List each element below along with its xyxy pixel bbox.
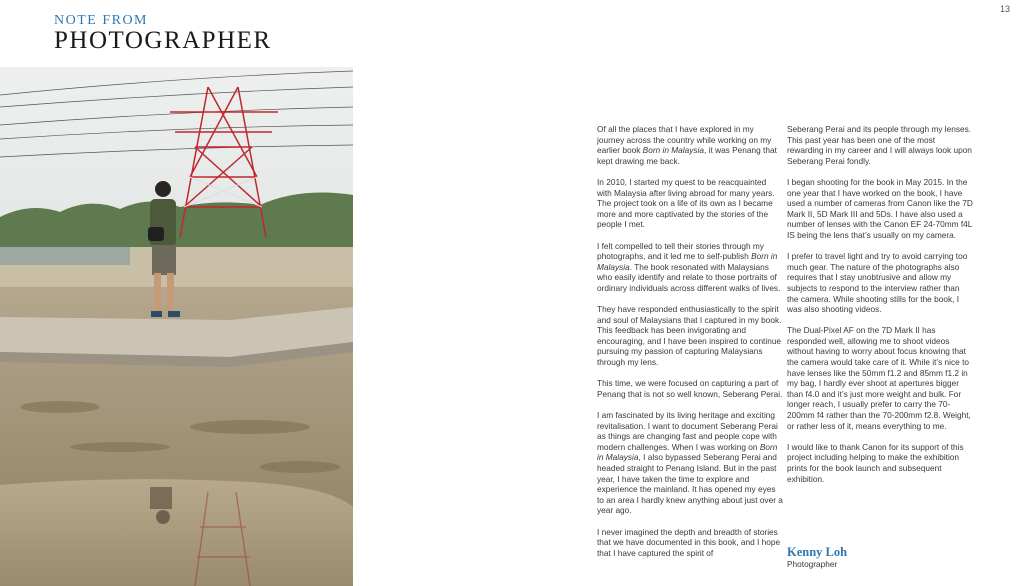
paragraph: This time, we were focused on capturing a part of Penang that is not so well known, Seberang Perai. [597,378,783,399]
text-column-right [787,124,973,495]
paragraph: I began shooting for the book in May 2015. In the one year that I have worked on the book, I have used a number of cameras from Canon like the 7D Mark II, 5D Mark III and 5Ds. I have also used a number of lenses with the Canon EF 24-70mm f4L IS being the lens that’s usually on my camera. [787,176,973,240]
section-kicker: NOTE FROM [54,13,149,28]
paragraph: I prefer to travel light and try to avoid carrying too much gear. The nature of the photographs also requires that I stay unobtrusive and allow my subjects to respond to the interview rather than the camera. While shooting stills for the book, I was also shooting videos. [787,251,968,315]
paragraph: In 2010, I started my quest to be reacquainted with Malaysia after living abroad for many years. The project took on a life of its own as I became more and more captivated by the stories of the people I met. [597,176,775,230]
paragraph: I would like to thank Canon for its support of this project including helping to make the exhibition prints for the book launch and subsequent exhibition. [787,441,964,484]
paragraph: I am fascinated by its living heritage and exciting revitalisation. I want to document Seberang Perai as things are changing fast and people cope with modern challenges. When I was working on Born in Malaysia, I also bypassed Seberang Perai and headed straight to Penang Island. But in the past year, I have taken the time to explore and experience the mainland. It has opened my eyes to an area I hardly knew anything about just over a year ago. [597,410,783,516]
paragraph: I never imagined the depth and breadth of stories that we have documented in this book, and I hope that I have captured the spirit of [597,526,781,558]
paragraph: Of all the places that I have explored in my journey across the country while working on my earlier book Born in Malaysia, it was Penang that kept drawing me back. [597,124,777,166]
photographer-photo [0,67,353,586]
author-name: Kenny Loh [787,545,848,559]
page-number: 13 [999,4,1010,14]
paragraph: They have responded enthusiastically to the spirit and soul of Malaysians that I captured in my book. This feedback has been invigorating and encouraging, and I have been inspired to continue pursuing my passion of capturing Malaysians through my lens. [597,304,782,368]
signature-block [787,546,847,569]
paragraph: I felt compelled to tell their stories through my photographs, and it led me to self-publish Born in Malaysia. The book resonated with Malaysians who easily identify and relate to those portraits of ordinary individuals across different walks of lives. [597,240,781,293]
text-column-left [597,124,783,569]
page-title: PHOTOGRAPHER [54,27,272,54]
author-title: Photographer [787,559,838,569]
paragraph: The Dual-Pixel AF on the 7D Mark II has responded well, allowing me to shoot videos without having to worry about focus knowing that the camera would take care of it. While it’s nice to have lenses like the 50mm f1.2 and 85mm f1.2 in my bag, I hardly ever shoot at apertures bigger than f4.0 and it’s just more weight and bulk. For longer reach, I usually prefer to carry the 70-200mm f4 rather than the 70-200mm f2.8. Weight, or rather less of it, means everything to me. [787,325,971,431]
photo-illustration [0,67,353,586]
paragraph: Seberang Perai and its people through my lenses. This past year has been one of the most rewarding in my career and I will always look upon Seberang Perai fondly. [787,124,972,166]
